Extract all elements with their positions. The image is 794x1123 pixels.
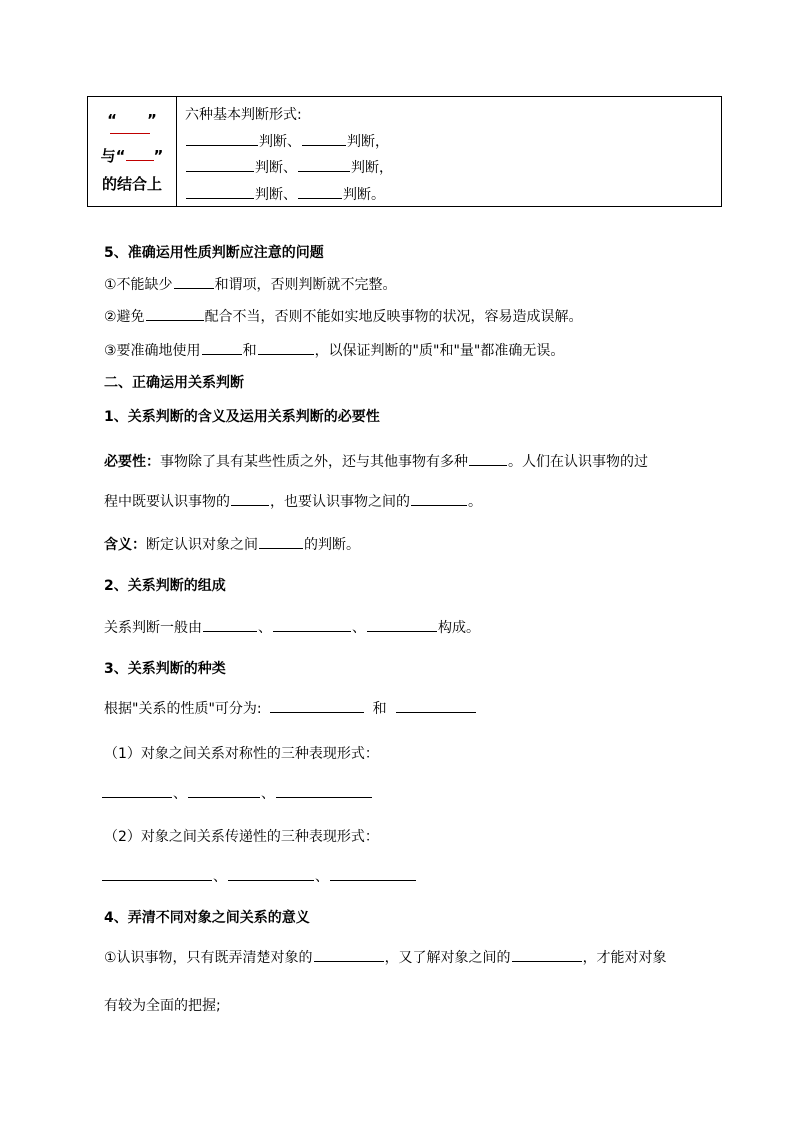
s2-text: 关系判断一般由 、 、 构成。: [104, 617, 480, 637]
blank-s3-2: [396, 698, 476, 713]
s1-necessity-line-1: 必要性：事物除了具有某些性质之外，还与其他事物有多种 。人们在认识事物的过: [104, 451, 648, 471]
s3-sub-1: （1）对象之间关系对称性的三种表现形式：: [104, 746, 379, 762]
s1-necessity-line-2: 程中既要认识事物的 ，也要认识事物之间的 。: [104, 491, 482, 511]
s3-sub-2: （2）对象之间关系传递性的三种表现形式：: [104, 829, 379, 845]
blank-form-6: [298, 184, 342, 199]
s4-line-1: ①认识事物，只有既弄清楚对象的 ，又了解对象之间的 ，才能对对象: [104, 947, 667, 967]
s5-item-1: ①不能缺少 和谓项，否则判断就不完整。: [104, 274, 397, 294]
s3-text: 根据"关系的性质"可分为: 和: [104, 698, 477, 718]
blank-form-2: [302, 131, 346, 146]
meaning-label: 含义：: [104, 537, 146, 553]
blank-form-4: [298, 157, 350, 172]
blank-s5-1: [174, 274, 214, 289]
table-divider: [176, 97, 177, 206]
with-text: 与“: [100, 147, 126, 165]
blank-s5-4: [258, 340, 314, 355]
blank-s3-6: [102, 866, 212, 881]
s3-sub-1-blanks: 、 、: [101, 783, 373, 803]
section-2-heading: 2、关系判断的组成: [104, 578, 226, 594]
forms-table: [87, 96, 722, 207]
table-title: 六种基本判断形式:: [185, 107, 302, 123]
blank-s1-4: [259, 534, 303, 549]
blank-s2-3: [367, 617, 437, 632]
s4-line-2: 有较为全面的把握;: [104, 998, 221, 1014]
section-4-heading: 4、弄清不同对象之间关系的意义: [104, 910, 310, 926]
forms-row-2: 判断、 判断，: [185, 157, 393, 177]
necessity-label: 必要性：: [104, 454, 160, 470]
blank-s2-1: [203, 617, 257, 632]
quote-close-2: ”: [153, 147, 164, 165]
part-2-heading: 二、正确运用关系判断: [104, 375, 244, 391]
blank-s3-8: [330, 866, 416, 881]
blank-s3-7: [228, 866, 314, 881]
forms-row-1: 判断、 判断，: [185, 131, 389, 151]
quote-close: ”: [147, 111, 157, 129]
s5-item-3: ③要准确地使用 和 ，以保证判断的"质"和"量"都准确无误。: [104, 340, 564, 360]
blank-s3-4: [188, 783, 260, 798]
blank-s3-1: [270, 698, 364, 713]
s1-meaning: 含义：断定认识对象之间 的判断。: [104, 534, 360, 554]
section-3-heading: 3、关系判断的种类: [104, 661, 226, 677]
left-cell-line1: [88, 111, 176, 129]
blank-red-2: [126, 146, 154, 161]
blank-s1-2: [231, 491, 269, 506]
blank-s1-1: [469, 451, 507, 466]
left-cell-line2: [88, 145, 176, 166]
blank-s4-2: [512, 947, 582, 962]
blank-s2-2: [273, 617, 351, 632]
blank-form-5: [186, 184, 254, 199]
forms-row-3: 判断、 判断。: [185, 184, 385, 204]
left-cell-line3: 的结合上: [101, 175, 162, 193]
s5-item-2: ②避免 配合不当，否则不能如实地反映事物的状况，容易造成误解。: [104, 306, 583, 326]
blank-s3-5: [276, 783, 372, 798]
section-1-heading: 1、关系判断的含义及运用关系判断的必要性: [104, 409, 380, 425]
blank-red-1: [110, 133, 150, 134]
s3-sub-2-blanks: 、 、: [101, 866, 417, 886]
blank-s5-2: [146, 306, 204, 321]
blank-form-3: [186, 157, 254, 172]
section-5-heading: 5、准确运用性质判断应注意的问题: [104, 245, 324, 261]
blank-s3-3: [102, 783, 172, 798]
blank-s4-1: [314, 947, 384, 962]
quote-open: “: [107, 111, 117, 129]
blank-s5-3: [202, 340, 242, 355]
blank-s1-3: [411, 491, 467, 506]
blank-form-1: [186, 131, 258, 146]
